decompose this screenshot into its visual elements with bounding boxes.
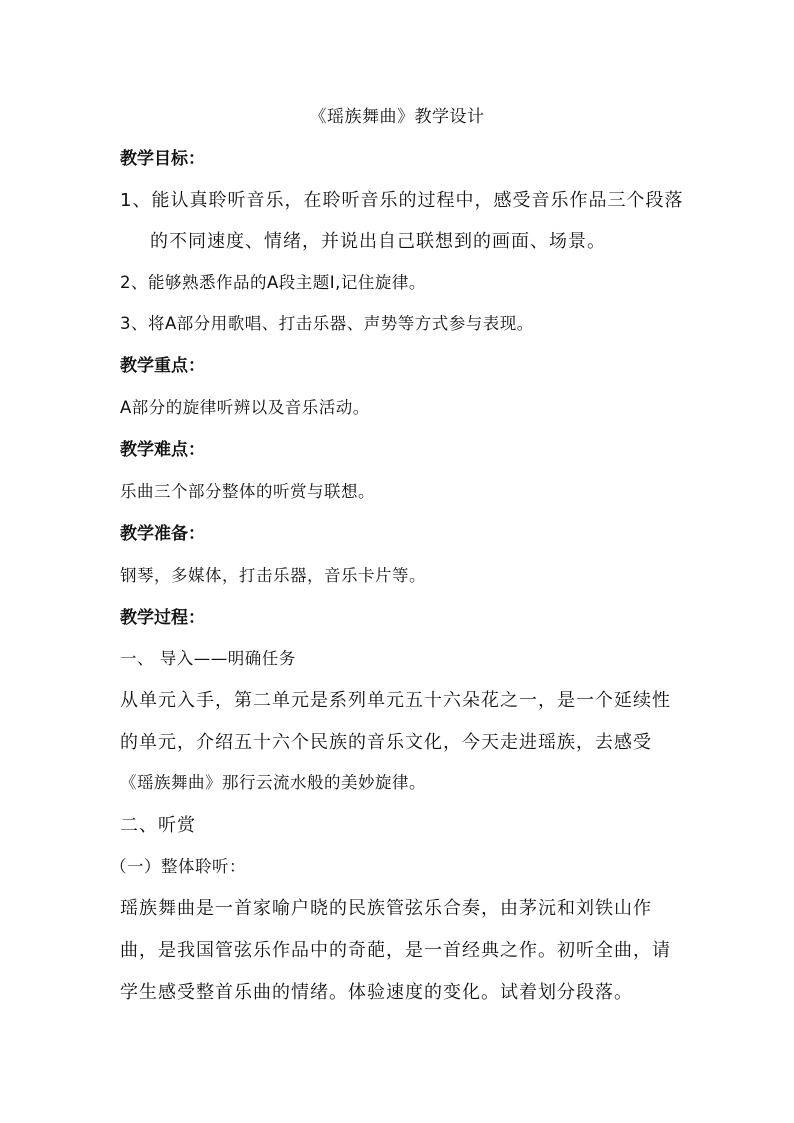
preparation-text: 钢琴，多媒体，打击乐器，音乐卡片等。 <box>120 566 426 585</box>
objective-item-1-line-1: 1、能认真聆听音乐，在聆听音乐的过程中，感受音乐作品三个段落 <box>120 190 684 211</box>
key-points-text: A部分的旋律听辨以及音乐活动。 <box>120 398 370 417</box>
document-title: 《瑶族舞曲》教学设计 <box>309 107 485 127</box>
objective-item-2: 2、能够熟悉作品的A段主题I,记住旋律。 <box>120 273 426 292</box>
objective-item-1-line-2: 的不同速度、情绪，并说出自己联想到的画面、场景。 <box>150 231 606 252</box>
difficulties-text: 乐曲三个部分整体的听赏与联想。 <box>120 482 375 501</box>
subsection-1-line-1: 瑶族舞曲是一首家喻户晓的民族管弦乐合奏，由茅沅和刘铁山作 <box>120 898 652 919</box>
objective-item-3: 3、将A部分用歌唱、打击乐器、声势等方式参与表现。 <box>120 314 534 333</box>
subsection-1-line-2: 曲，是我国管弦乐作品中的奇葩，是一首经典之作。初听全曲，请 <box>120 940 671 961</box>
section-1-line-1: 从单元入手，第二单元是系列单元五十六朵花之一，是一个延续性 <box>120 690 671 711</box>
key-points-heading: 教学重点： <box>120 356 205 376</box>
section-1-title: 一、 导入——明确任务 <box>120 649 296 668</box>
preparation-heading: 教学准备： <box>120 524 205 544</box>
section-1-line-3: 《瑶族舞曲》那行云流水般的美妙旋律。 <box>120 773 426 792</box>
subsection-1-line-3: 学生感受整首乐曲的情绪。体验速度的变化。试着划分段落。 <box>120 982 633 1003</box>
section-1-line-2: 的单元，介绍五十六个民族的音乐文化，今天走进瑶族，去感受 <box>120 732 652 753</box>
subsection-1-title: （一）整体聆听： <box>110 857 246 876</box>
difficulties-heading: 教学难点： <box>120 440 205 460</box>
objectives-heading: 教学目标： <box>120 149 205 169</box>
process-heading: 教学过程： <box>120 608 205 628</box>
section-2-title: 二、听赏 <box>120 815 196 836</box>
